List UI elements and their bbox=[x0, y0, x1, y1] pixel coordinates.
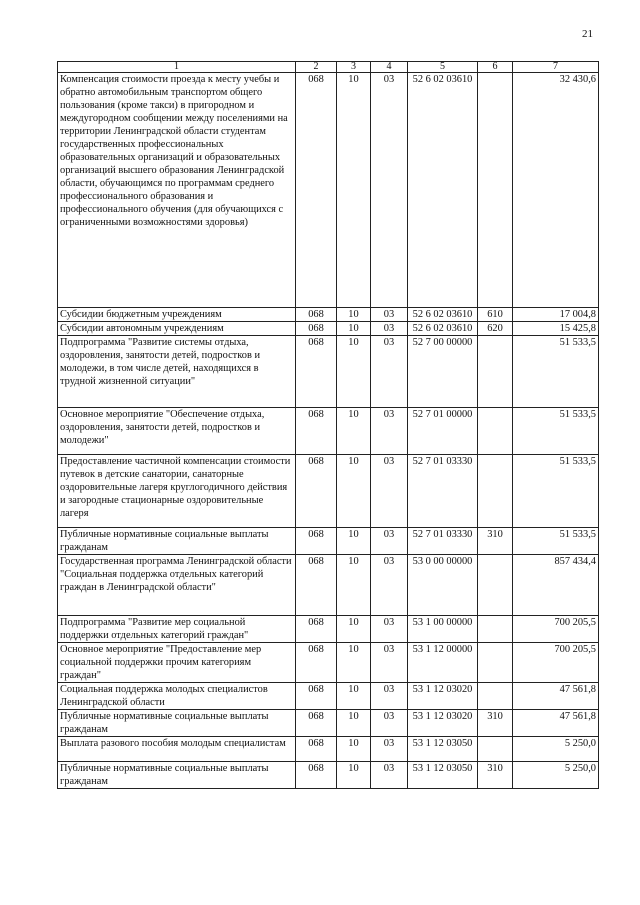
row-name-cell: Субсидии автономным учреждениям bbox=[58, 322, 296, 336]
column-header: 1 bbox=[58, 62, 296, 73]
row-name-cell: Субсидии бюджетным учреждениям bbox=[58, 308, 296, 322]
row-name-cell: Компенсация стоимости проезда к месту учебы и обратно автомобильным транспортом общего пользования (кроме такси) в пригородном и междугородном сообщении между поселениями на территории Ленинградской области студентам государственных профессиональных образовательных организаций и образовательных организаций высшего образования Ленинградской области, обучающимся по программам среднего профессионального образования и профессионального обучения (для обучающихся с ограниченными возможностями здоровья) bbox=[58, 73, 296, 308]
budget-table bbox=[57, 61, 599, 789]
row-expense-type-cell bbox=[478, 455, 513, 528]
row-section-cell: 10 bbox=[337, 322, 371, 336]
row-name-cell: Государственная программа Ленинградской области "Социальная поддержка отдельных категорий граждан в Ленинградской области" bbox=[58, 555, 296, 616]
row-code-cell: 068 bbox=[296, 308, 337, 322]
row-target-article-cell: 52 7 01 03330 bbox=[408, 528, 478, 555]
row-name-cell: Социальная поддержка молодых специалистов Ленинградской области bbox=[58, 683, 296, 710]
row-amount-cell: 51 533,5 bbox=[513, 528, 599, 555]
row-expense-type-cell bbox=[478, 408, 513, 455]
row-expense-type-cell: 610 bbox=[478, 308, 513, 322]
row-code-cell: 068 bbox=[296, 762, 337, 789]
row-target-article-cell: 52 6 02 03610 bbox=[408, 322, 478, 336]
row-subsection-cell: 03 bbox=[371, 528, 408, 555]
row-target-article-cell: 53 1 00 00000 bbox=[408, 616, 478, 643]
row-name-cell: Публичные нормативные социальные выплаты гражданам bbox=[58, 528, 296, 555]
row-code-cell: 068 bbox=[296, 643, 337, 683]
row-name-cell: Публичные нормативные социальные выплаты гражданам bbox=[58, 710, 296, 737]
row-code-cell: 068 bbox=[296, 616, 337, 643]
table-row bbox=[58, 322, 599, 336]
row-target-article-cell: 53 1 12 03020 bbox=[408, 683, 478, 710]
row-subsection-cell: 03 bbox=[371, 336, 408, 408]
row-section-cell: 10 bbox=[337, 308, 371, 322]
row-amount-cell: 51 533,5 bbox=[513, 455, 599, 528]
column-header: 2 bbox=[296, 62, 337, 73]
row-section-cell: 10 bbox=[337, 73, 371, 308]
table-row bbox=[58, 308, 599, 322]
table-row bbox=[58, 643, 599, 683]
row-amount-cell: 857 434,4 bbox=[513, 555, 599, 616]
column-header: 7 bbox=[513, 62, 599, 73]
row-amount-cell: 47 561,8 bbox=[513, 683, 599, 710]
row-target-article-cell: 52 7 01 00000 bbox=[408, 408, 478, 455]
row-section-cell: 10 bbox=[337, 528, 371, 555]
row-code-cell: 068 bbox=[296, 710, 337, 737]
table-row bbox=[58, 336, 599, 408]
row-subsection-cell: 03 bbox=[371, 710, 408, 737]
row-code-cell: 068 bbox=[296, 408, 337, 455]
row-subsection-cell: 03 bbox=[371, 73, 408, 308]
table-row bbox=[58, 683, 599, 710]
table-row bbox=[58, 528, 599, 555]
row-amount-cell: 5 250,0 bbox=[513, 737, 599, 762]
row-expense-type-cell bbox=[478, 737, 513, 762]
row-target-article-cell: 53 0 00 00000 bbox=[408, 555, 478, 616]
column-header: 4 bbox=[371, 62, 408, 73]
row-code-cell: 068 bbox=[296, 683, 337, 710]
row-code-cell: 068 bbox=[296, 336, 337, 408]
row-amount-cell: 51 533,5 bbox=[513, 336, 599, 408]
row-section-cell: 10 bbox=[337, 762, 371, 789]
row-expense-type-cell: 310 bbox=[478, 710, 513, 737]
row-section-cell: 10 bbox=[337, 683, 371, 710]
row-subsection-cell: 03 bbox=[371, 322, 408, 336]
row-subsection-cell: 03 bbox=[371, 555, 408, 616]
row-expense-type-cell bbox=[478, 616, 513, 643]
row-target-article-cell: 53 1 12 03050 bbox=[408, 762, 478, 789]
table-row bbox=[58, 710, 599, 737]
row-section-cell: 10 bbox=[337, 737, 371, 762]
row-subsection-cell: 03 bbox=[371, 455, 408, 528]
row-expense-type-cell: 310 bbox=[478, 528, 513, 555]
column-header: 3 bbox=[337, 62, 371, 73]
row-code-cell: 068 bbox=[296, 528, 337, 555]
row-amount-cell: 700 205,5 bbox=[513, 616, 599, 643]
row-expense-type-cell bbox=[478, 73, 513, 308]
column-header: 6 bbox=[478, 62, 513, 73]
table-row bbox=[58, 616, 599, 643]
row-section-cell: 10 bbox=[337, 408, 371, 455]
row-subsection-cell: 03 bbox=[371, 683, 408, 710]
row-section-cell: 10 bbox=[337, 710, 371, 737]
row-expense-type-cell bbox=[478, 683, 513, 710]
table-row bbox=[58, 737, 599, 762]
page-number: 21 bbox=[582, 28, 593, 40]
header-row bbox=[58, 62, 599, 73]
row-subsection-cell: 03 bbox=[371, 616, 408, 643]
row-target-article-cell: 52 7 00 00000 bbox=[408, 336, 478, 408]
table-body bbox=[58, 73, 599, 789]
column-header: 5 bbox=[408, 62, 478, 73]
row-name-cell: Основное мероприятие "Обеспечение отдыха, оздоровления, занятости детей, подростков и молодежи" bbox=[58, 408, 296, 455]
row-expense-type-cell: 310 bbox=[478, 762, 513, 789]
table-row bbox=[58, 73, 599, 308]
table-row bbox=[58, 555, 599, 616]
row-amount-cell: 17 004,8 bbox=[513, 308, 599, 322]
row-target-article-cell: 52 7 01 03330 bbox=[408, 455, 478, 528]
row-name-cell: Выплата разового пособия молодым специалистам bbox=[58, 737, 296, 762]
row-code-cell: 068 bbox=[296, 555, 337, 616]
row-name-cell: Основное мероприятие "Предоставление мер социальной поддержки прочим категориям граждан" bbox=[58, 643, 296, 683]
row-name-cell: Подпрограмма "Развитие мер социальной поддержки отдельных категорий граждан" bbox=[58, 616, 296, 643]
row-expense-type-cell: 620 bbox=[478, 322, 513, 336]
row-amount-cell: 51 533,5 bbox=[513, 408, 599, 455]
row-amount-cell: 32 430,6 bbox=[513, 73, 599, 308]
row-amount-cell: 700 205,5 bbox=[513, 643, 599, 683]
row-subsection-cell: 03 bbox=[371, 643, 408, 683]
row-name-cell: Предоставление частичной компенсации стоимости путевок в детские санатории, санаторные оздоровительные лагеря круглогодичного действия и загородные стационарные оздоровительные лагеря bbox=[58, 455, 296, 528]
row-code-cell: 068 bbox=[296, 73, 337, 308]
table-row bbox=[58, 408, 599, 455]
row-subsection-cell: 03 bbox=[371, 737, 408, 762]
row-target-article-cell: 53 1 12 03050 bbox=[408, 737, 478, 762]
table-row bbox=[58, 455, 599, 528]
table-row bbox=[58, 762, 599, 789]
row-section-cell: 10 bbox=[337, 336, 371, 408]
row-code-cell: 068 bbox=[296, 322, 337, 336]
row-name-cell: Публичные нормативные социальные выплаты гражданам bbox=[58, 762, 296, 789]
row-section-cell: 10 bbox=[337, 455, 371, 528]
row-section-cell: 10 bbox=[337, 555, 371, 616]
row-code-cell: 068 bbox=[296, 737, 337, 762]
row-code-cell: 068 bbox=[296, 455, 337, 528]
row-expense-type-cell bbox=[478, 336, 513, 408]
row-amount-cell: 15 425,8 bbox=[513, 322, 599, 336]
row-target-article-cell: 52 6 02 03610 bbox=[408, 73, 478, 308]
row-subsection-cell: 03 bbox=[371, 308, 408, 322]
row-target-article-cell: 53 1 12 03020 bbox=[408, 710, 478, 737]
row-section-cell: 10 bbox=[337, 616, 371, 643]
row-expense-type-cell bbox=[478, 643, 513, 683]
row-subsection-cell: 03 bbox=[371, 762, 408, 789]
row-expense-type-cell bbox=[478, 555, 513, 616]
row-amount-cell: 5 250,0 bbox=[513, 762, 599, 789]
row-target-article-cell: 52 6 02 03610 bbox=[408, 308, 478, 322]
row-section-cell: 10 bbox=[337, 643, 371, 683]
row-target-article-cell: 53 1 12 00000 bbox=[408, 643, 478, 683]
row-amount-cell: 47 561,8 bbox=[513, 710, 599, 737]
row-subsection-cell: 03 bbox=[371, 408, 408, 455]
row-name-cell: Подпрограмма "Развитие системы отдыха, оздоровления, занятости детей, подростков и молодежи, в том числе детей, находящихся в трудной жизненной ситуации" bbox=[58, 336, 296, 408]
